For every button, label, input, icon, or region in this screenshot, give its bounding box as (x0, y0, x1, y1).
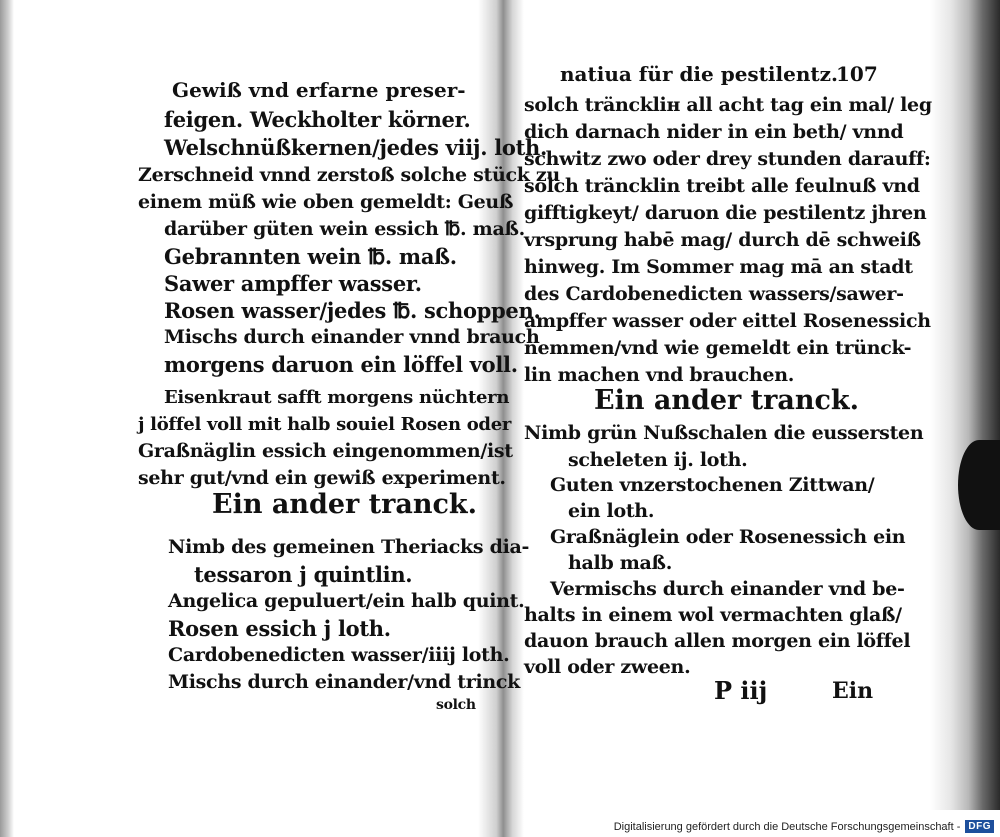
left-running-head: Gewiß vnd erfarne preser- (172, 78, 466, 102)
text-line: Cardobenedicten wasser/iiij loth. (168, 644, 510, 666)
text-line: halts in einem wol vermachten glaß/ (524, 604, 902, 626)
right-running-head: natiua für die pestilentz. (560, 62, 838, 86)
text-line: solch träncklin treibt alle feulnuß vnd (524, 175, 920, 197)
text-line: vrsprung habē mag/ durch dē schweiß (524, 229, 921, 251)
text-line: solch tränckliн all acht tag ein mal/ leg (524, 94, 932, 116)
text-line: dich darnach nider in ein beth/ vnnd (524, 121, 904, 143)
text-line: Nimb grün Nußschalen die eussersten (524, 422, 924, 444)
text-line: Gebrannten wein ℔. maß. (164, 244, 457, 269)
page-number: 107 (836, 62, 878, 86)
digitization-credit (614, 820, 994, 833)
text-line: scheleten ij. loth. (568, 449, 748, 471)
text-line: j löffel voll mit halb souiel Rosen oder (138, 414, 512, 435)
text-line: Zerschneid vnnd zerstoß solche stück zu (138, 164, 560, 186)
text-line: einem müß wie oben gemeldt: Geuß (138, 191, 514, 213)
text-line: Vermischs durch einander vnd be- (550, 578, 905, 600)
text-line: nemmen/vnd wie gemeldt ein trünck- (524, 337, 912, 359)
text-line: Mischs durch einander vnnd brauch (164, 326, 540, 348)
credit-text: Digitalisierung gefördert durch die Deutsche Forschungsgemeinschaft - (613, 820, 961, 833)
text-line: Angelica gepuluert/ein halb quint. (168, 590, 525, 612)
text-line: Eisenkraut safft morgens nüchtern (164, 387, 510, 408)
text-line: Graßnäglein oder Rosenessich ein (550, 526, 906, 548)
section-heading: Ein ander tranck. (594, 385, 860, 416)
text-line: Rosen essich j loth. (168, 616, 391, 641)
text-line: lin machen vnd brauchen. (524, 364, 795, 386)
text-line: Rosen wasser/jedes ℔. schoppen. (164, 298, 541, 323)
dfg-logo-icon: DFG (965, 820, 994, 833)
text-line: hinweg. Im Sommer mag mā an stadt (524, 256, 913, 278)
text-line: Nimb des gemeinen Theriacks dia- (168, 536, 530, 558)
text-line: feigen. Weckholter körner. (164, 107, 471, 132)
text-line: darüber güten wein essich ℔. maß. (164, 218, 525, 240)
signature-mark: P iij (714, 676, 768, 705)
text-line: voll oder zween. (524, 656, 691, 678)
left-page-edge-shadow (0, 0, 14, 837)
section-heading: Ein ander tranck. (212, 489, 478, 520)
text-line: tessaron j quintlin. (194, 562, 413, 587)
page-edge-dark-fold (958, 440, 1000, 530)
text-line: Mischs durch einander/vnd trinck (168, 671, 521, 693)
catchword: solch (436, 697, 476, 713)
text-line: Guten vnzerstochenen Zittwan/ (550, 474, 875, 496)
text-line: morgens daruon ein löffel voll. (164, 352, 518, 377)
right-page-edge-shadow (930, 0, 1000, 810)
text-line: dauon brauch allen morgen ein löffel (524, 630, 911, 652)
text-line: Welschnüßkernen/jedes viij. loth. (164, 135, 547, 160)
text-line: halb maß. (568, 552, 673, 574)
text-line: Graßnäglin essich eingenommen/ist (138, 440, 513, 462)
text-line: ein loth. (568, 500, 655, 522)
text-line: gifftigkeyt/ daruon die pestilentz jhren (524, 202, 927, 224)
text-line: ampffer wasser oder eittel Rosenessich (524, 310, 931, 332)
text-line: sehr gut/vnd ein gewiß experiment. (138, 467, 506, 489)
catchword: Ein (832, 678, 874, 704)
text-line: schwitz zwo oder drey stunden darauff: (524, 148, 931, 170)
text-line: des Cardobenedicten wassers/sawer- (524, 283, 904, 305)
text-line: Sawer ampffer wasser. (164, 271, 422, 296)
